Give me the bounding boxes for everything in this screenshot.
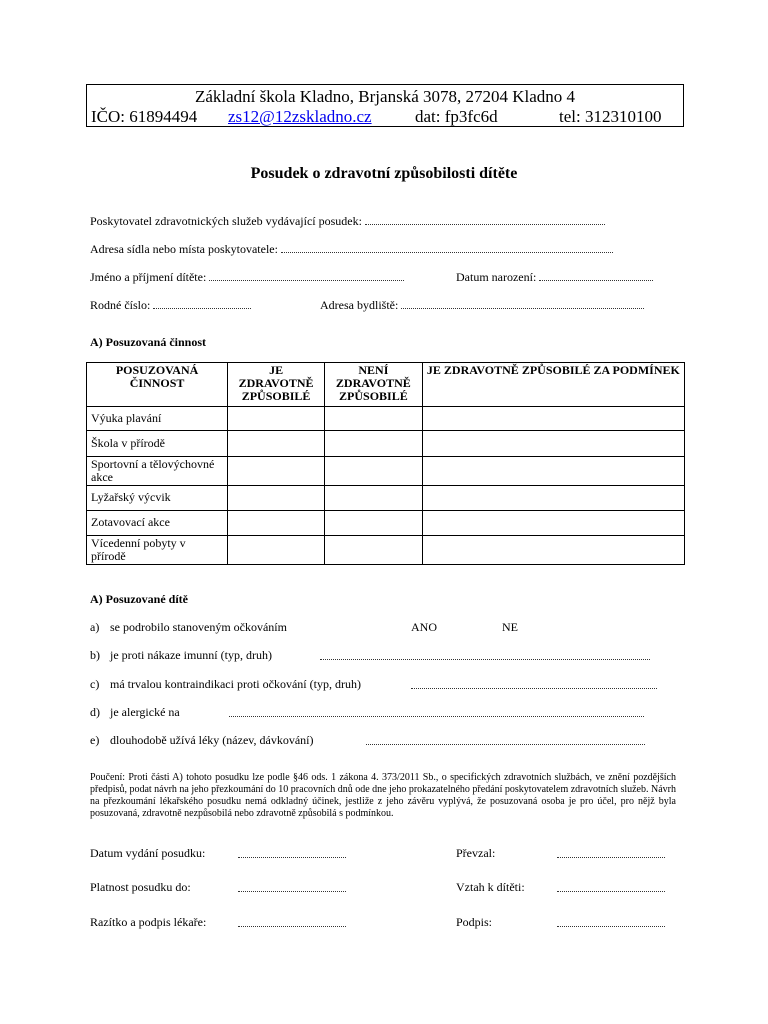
document-title: Posudek o zdravotní způsobilosti dítěte bbox=[250, 165, 518, 182]
answer-yes[interactable]: ANO bbox=[411, 620, 437, 634]
unfit-cell[interactable] bbox=[324, 536, 422, 565]
header-activity: POSUZOVANÁ ČINNOST bbox=[87, 363, 228, 407]
signature-label: Podpis: bbox=[456, 915, 493, 929]
birth-date-label: Datum narození: bbox=[456, 270, 537, 284]
immunity-line[interactable] bbox=[320, 658, 650, 660]
received-label: Převzal: bbox=[456, 846, 496, 860]
birth-number-field bbox=[90, 298, 251, 312]
child-name-label: Jméno a příjmení dítěte: bbox=[90, 270, 207, 284]
phone: tel: 312310100 bbox=[559, 107, 662, 126]
table-row bbox=[87, 486, 685, 511]
signature-line[interactable] bbox=[557, 925, 665, 927]
medication-line[interactable] bbox=[366, 743, 645, 745]
table-row bbox=[87, 457, 685, 486]
fit-cell[interactable] bbox=[228, 457, 325, 486]
birth-date-line[interactable] bbox=[539, 270, 653, 281]
child-name-line[interactable] bbox=[209, 270, 404, 281]
table-row bbox=[87, 536, 685, 565]
medication-question: dlouhodobě užívá léky (název, dávkování) bbox=[110, 733, 314, 747]
item-letter: b) bbox=[90, 648, 100, 662]
birth-number-line[interactable] bbox=[153, 298, 251, 309]
residence-label: Adresa bydliště: bbox=[320, 298, 399, 312]
issue-date-label: Datum vydání posudku: bbox=[90, 846, 206, 860]
table-row bbox=[87, 407, 685, 431]
conditional-cell[interactable] bbox=[422, 486, 684, 511]
provider-address-field bbox=[90, 242, 613, 256]
activity-label: Výuka plavání bbox=[87, 407, 228, 431]
fit-cell[interactable] bbox=[228, 431, 325, 457]
vaccination-question: se podrobilo stanoveným očkováním bbox=[110, 620, 287, 634]
table-header-row bbox=[87, 363, 685, 407]
validity-line[interactable] bbox=[238, 890, 346, 892]
fit-cell[interactable] bbox=[228, 407, 325, 431]
answer-no[interactable]: NE bbox=[502, 620, 518, 634]
activity-label: Lyžařský výcvik bbox=[87, 486, 228, 511]
unfit-cell[interactable] bbox=[324, 486, 422, 511]
activity-label: Zotavovací akce bbox=[87, 511, 228, 536]
conditional-cell[interactable] bbox=[422, 511, 684, 536]
data-box-id: dat: fp3fc6d bbox=[415, 107, 498, 126]
unfit-cell[interactable] bbox=[324, 457, 422, 486]
conditional-cell[interactable] bbox=[422, 431, 684, 457]
conditional-cell[interactable] bbox=[422, 457, 684, 486]
immunity-question: je proti nákaze imunní (typ, druh) bbox=[110, 648, 272, 662]
item-letter: a) bbox=[90, 620, 100, 634]
provider-address-line[interactable] bbox=[281, 242, 613, 253]
received-line[interactable] bbox=[557, 856, 665, 858]
child-name-field bbox=[90, 270, 404, 284]
stamp-line[interactable] bbox=[238, 925, 346, 927]
allergy-line[interactable] bbox=[229, 715, 644, 717]
provider-address-label: Adresa sídla nebo místa poskytovatele: bbox=[90, 242, 278, 256]
provider-line[interactable] bbox=[365, 214, 605, 225]
conditional-cell[interactable] bbox=[422, 407, 684, 431]
activity-label: Sportovní a tělovýchovné akce bbox=[87, 457, 228, 486]
stamp-label: Razítko a podpis lékaře: bbox=[90, 915, 207, 929]
residence-line[interactable] bbox=[401, 298, 644, 309]
item-letter: c) bbox=[90, 677, 100, 691]
fit-cell[interactable] bbox=[228, 486, 325, 511]
unfit-cell[interactable] bbox=[324, 511, 422, 536]
table-row bbox=[87, 431, 685, 457]
residence-field bbox=[320, 298, 644, 312]
validity-label: Platnost posudku do: bbox=[90, 880, 191, 894]
activity-label: Vícedenní pobyty v přírodě bbox=[87, 536, 228, 565]
email-link[interactable]: zs12@12zskladno.cz bbox=[228, 107, 372, 126]
table-row bbox=[87, 511, 685, 536]
unfit-cell[interactable] bbox=[324, 431, 422, 457]
birth-number-label: Rodné číslo: bbox=[90, 298, 151, 312]
section-activity-title: A) Posuzovaná činnost bbox=[90, 335, 207, 349]
fit-cell[interactable] bbox=[228, 511, 325, 536]
header-conditional: JE ZDRAVOTNĚ ZPŮSOBILÉ ZA PODMÍNEK bbox=[422, 363, 684, 407]
school-name: Základní škola Kladno, Brjanská 3078, 27204 Kladno 4 bbox=[194, 87, 576, 106]
provider-field bbox=[90, 214, 605, 228]
unfit-cell[interactable] bbox=[324, 407, 422, 431]
provider-label: Poskytovatel zdravotnických služeb vydávající posudek: bbox=[90, 214, 362, 228]
contraindication-question: má trvalou kontraindikaci proti očkování (typ, druh) bbox=[110, 677, 361, 691]
item-letter: e) bbox=[90, 733, 100, 747]
ico: IČO: 61894494 bbox=[91, 107, 198, 126]
school-header bbox=[86, 84, 684, 127]
birth-date-field bbox=[456, 270, 653, 284]
activity-table bbox=[86, 362, 685, 565]
activity-label: Škola v přírodě bbox=[87, 431, 228, 457]
issue-date-line[interactable] bbox=[238, 856, 346, 858]
allergy-question: je alergické na bbox=[110, 705, 180, 719]
fit-cell[interactable] bbox=[228, 536, 325, 565]
header-unfit: NENÍ ZDRAVOTNĚ ZPŮSOBILÉ bbox=[324, 363, 422, 407]
header-fit: JE ZDRAVOTNĚ ZPŮSOBILÉ bbox=[228, 363, 325, 407]
contraindication-line[interactable] bbox=[411, 687, 657, 689]
relation-label: Vztah k dítěti: bbox=[456, 880, 525, 894]
conditional-cell[interactable] bbox=[422, 536, 684, 565]
legal-note: Poučení: Proti části A) tohoto posudku lze podle §46 ods. 1 zákona 4. 373/2011 Sb., o specifických zdravotních službách, ve znění pozdějších předpisů, podat návrh na jeho přezkoumání do 10 pracovních dnů ode dne jeho prokazatelného předání poskytovatelem zdravotních služeb. Návrh na přezkoumání lékařského posudku nemá odkladný účinek, jestliže z jeho závěru vyplývá, že posuzovaná osoba je pro účel, pro nějž byla posuzovaná, zdravotně nezpůsobilá nebo zdravotně způsobilá s podmínkou. bbox=[90, 772, 676, 819]
section-child-title: A) Posuzované dítě bbox=[90, 592, 188, 606]
item-letter: d) bbox=[90, 705, 100, 719]
relation-line[interactable] bbox=[557, 890, 665, 892]
